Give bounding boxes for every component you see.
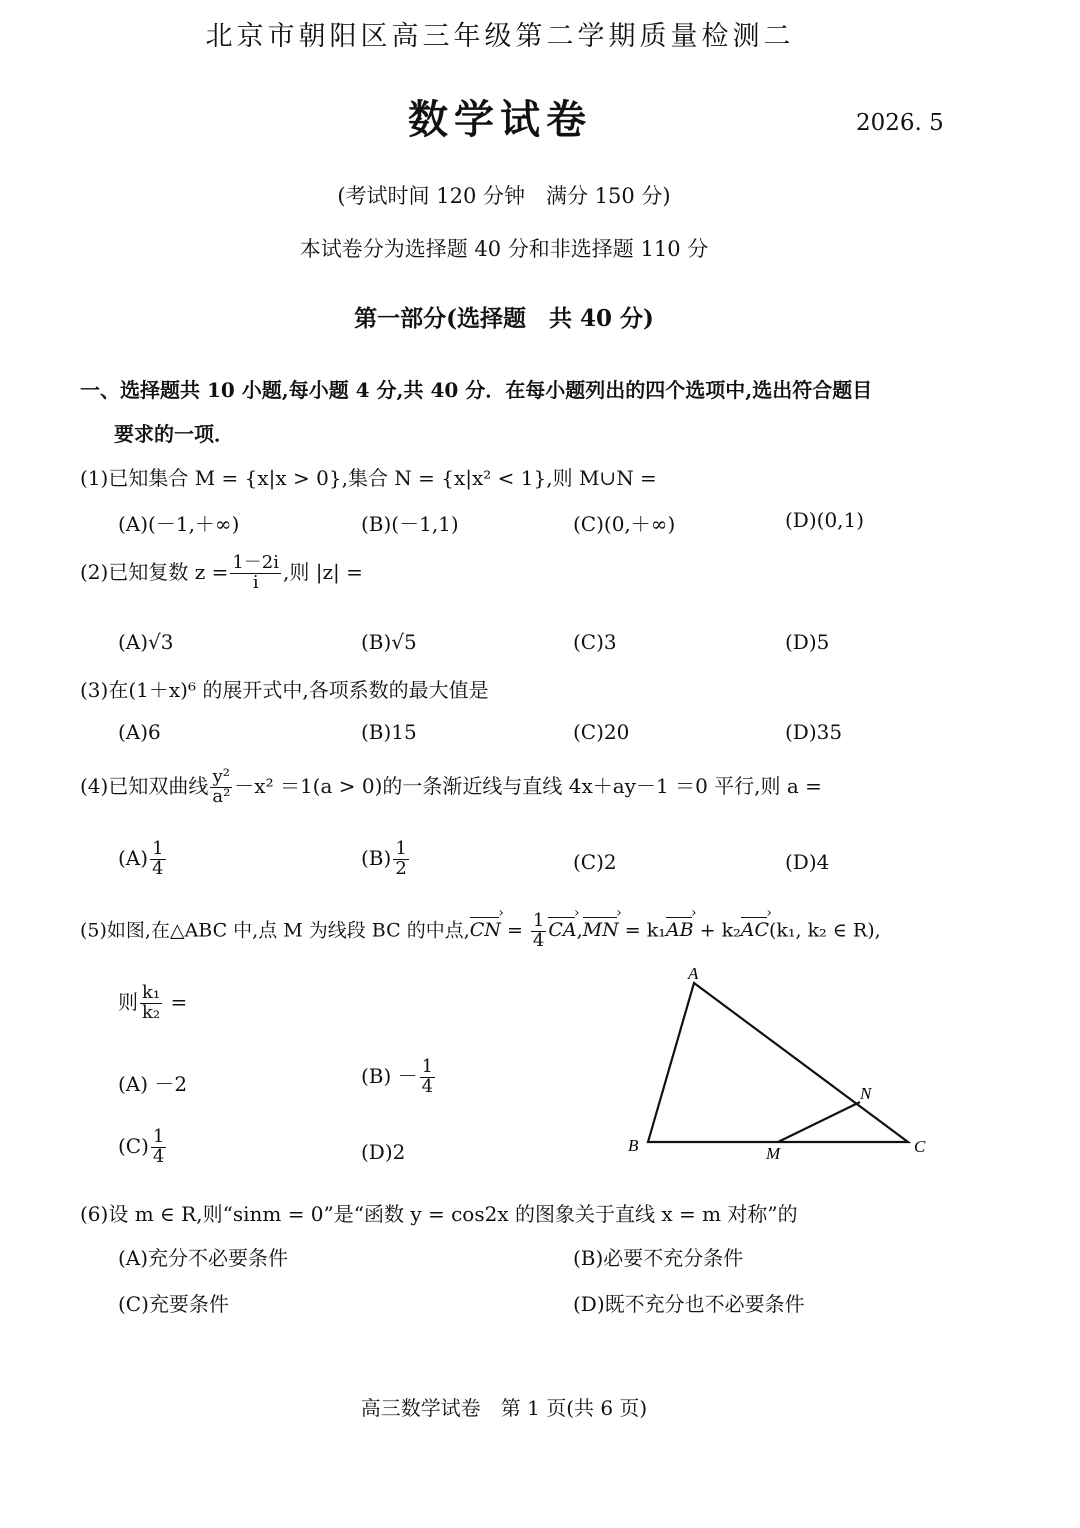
document-title: 数学试卷	[408, 96, 592, 143]
q1-option-b: (B)(－1,1)	[361, 512, 459, 536]
q3-option-a: (A)6	[118, 720, 161, 744]
vector-ac: AC ›	[741, 919, 769, 941]
fraction: $\frac{1}{4}$	[532, 910, 545, 951]
q6-option-d: (D)既不充分也不必要条件	[573, 1292, 805, 1316]
q5-option-d: (D)2	[361, 1140, 406, 1164]
question-3-stem	[80, 674, 489, 703]
q1-option-c: (C)(0,＋∞)	[573, 512, 676, 536]
q3-option-c: (C)20	[573, 720, 630, 744]
q6-option-c: (C)充要条件	[118, 1292, 229, 1316]
score-note: 本试卷分为选择题 40 分和非选择题 110 分	[299, 237, 709, 261]
exam-time-info: (考试时间 120 分钟 满分 150 分)	[337, 184, 671, 208]
question-2-stem	[80, 554, 363, 593]
vector-ca: CA ›	[548, 919, 576, 941]
exam-date: 2026. 5	[856, 110, 944, 136]
q2-option-a: (A)√3	[118, 630, 174, 654]
question-1-stem	[80, 462, 657, 491]
vector-mn: MN ›	[583, 919, 619, 941]
q4-option-d: (D)4	[785, 850, 830, 874]
question-5-stem: (5)如图,在△ABC 中,点 M 为线段 BC 的中点,CN › = $\frac{1}{4}$ CA ›,MN › = k₁AB › + k₂AC ›(k₁, k₂ ∈ R),	[80, 912, 881, 951]
question-text: 已知双曲线	[108, 773, 209, 798]
question-text: 设 m ∈ R,则“sinm = 0”是“函数 y = cos2x 的图象关于直线 x = m 对称”的	[108, 1202, 798, 1226]
q2-option-c: (C)3	[573, 630, 617, 654]
q6-option-b: (B)必要不充分条件	[573, 1246, 744, 1270]
question-6-stem	[80, 1198, 798, 1227]
question-text: 在(1＋x)⁶ 的展开式中,各项系数的最大值是	[108, 678, 489, 702]
question-number: (1)	[80, 466, 109, 490]
triangle-abc	[648, 983, 908, 1142]
part-title: 第一部分(选择题 共 40 分)	[354, 305, 654, 332]
point-label-n: N	[860, 1084, 872, 1103]
vector-ab: AB ›	[666, 919, 694, 941]
segment-mn	[778, 1102, 860, 1142]
question-number: (2)	[80, 559, 109, 584]
triangle-figure	[610, 955, 940, 1165]
vertex-label-b: B	[628, 1136, 639, 1155]
vector-cn: CN ›	[470, 919, 501, 941]
vertex-label-a: A	[688, 964, 699, 983]
section-instructions-line2: 要求的一项．	[114, 422, 234, 446]
q2-option-b: (B)√5	[361, 630, 417, 654]
question-text: 如图,在△ABC 中,点 M 为线段 BC 的中点,	[106, 919, 470, 942]
question-4-stem	[80, 768, 822, 807]
point-label-m: M	[766, 1144, 781, 1163]
page-footer: 高三数学试卷 第 1 页(共 6 页)	[360, 1396, 648, 1420]
q4-option-b: (B) $\frac{1}{2}$	[361, 838, 407, 879]
question-text: －x² ＝1(a > 0)的一条渐近线与直线 4x＋ay－1 ＝0 平行,则 a =	[234, 773, 822, 798]
question-number: (6)	[80, 1202, 109, 1226]
q6-option-a: (A)充分不必要条件	[118, 1246, 289, 1270]
section-instructions-line1: 一、选择题共 10 小题,每小题 4 分,共 40 分．在每小题列出的四个选项中,选出符合题目	[80, 378, 873, 402]
fraction: $\frac{\text{k₁}}{\text{k₂}}$	[142, 982, 161, 1023]
vertex-label-c: C	[914, 1137, 926, 1156]
question-text: ,则 |z| =	[283, 559, 363, 584]
q2-option-d: (D)5	[785, 630, 830, 654]
q3-option-b: (B)15	[361, 720, 417, 744]
question-number: (3)	[80, 678, 109, 702]
q5-option-b: (B) － $\frac{1}{4}$	[361, 1056, 434, 1097]
q3-option-d: (D)35	[785, 720, 843, 744]
q1-option-a: (A)(－1,＋∞)	[118, 512, 240, 536]
fraction: $\frac{\text{y²}}{\text{a²}}$	[212, 766, 231, 807]
q4-option-a: (A) $\frac{1}{4}$	[118, 838, 164, 879]
fraction: $\frac{1-2i}{i}$	[232, 552, 280, 593]
question-text: 已知集合 M = {x|x > 0},集合 N = {x|x² < 1},则 M∪N =	[108, 466, 657, 490]
q5-option-c: (C) $\frac{1}{4}$	[118, 1126, 165, 1167]
question-number: (5)	[80, 919, 107, 942]
question-text: 已知复数 z =	[108, 559, 229, 584]
question-number: (4)	[80, 773, 109, 798]
q4-option-c: (C)2	[573, 850, 617, 874]
school-header: 北京市朝阳区高三年级第二学期质量检测二	[205, 21, 795, 52]
q1-option-d: (D)(0,1)	[785, 508, 865, 532]
q5-option-a: (A) －2	[118, 1072, 188, 1096]
question-5-ratio: 则 $\frac{\text{k₁}}{\text{k₂}}$ =	[118, 982, 188, 1023]
